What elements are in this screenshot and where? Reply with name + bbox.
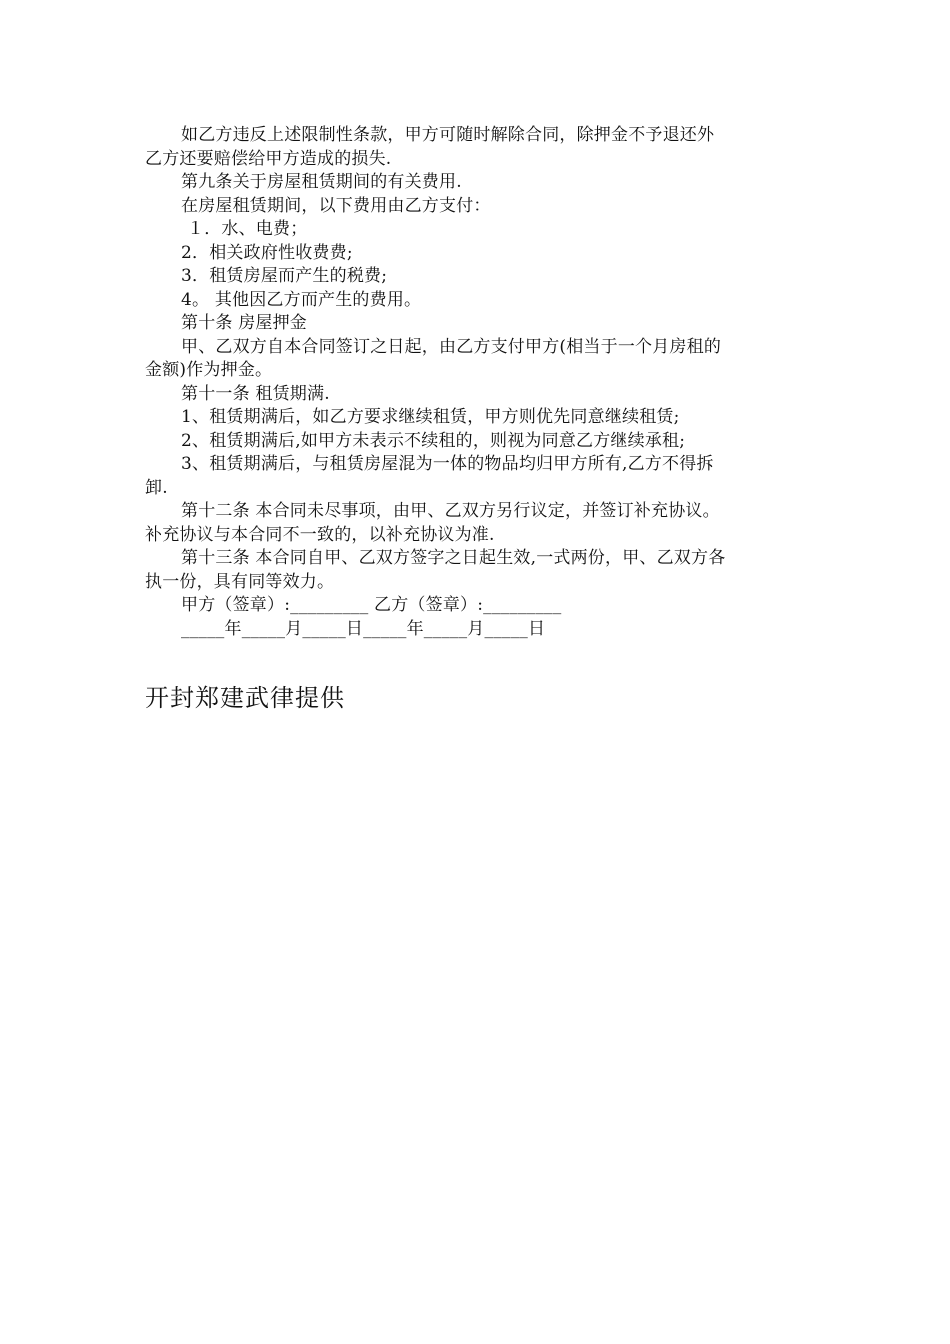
list-item: １．水、电费； (187, 219, 308, 239)
list-item: 1、租赁期满后，如乙方要求继续租赁，甲方则优先同意继续租赁; (181, 407, 680, 427)
paragraph-line: 乙方还要赔偿给甲方造成的损失. (145, 148, 392, 169)
signature-line: 甲方（签章）:_________ 乙方（签章）:_________ (181, 595, 562, 615)
list-item: 3．租赁房屋而产生的税费; (181, 266, 388, 286)
list-item: 2、租赁期满后,如甲方未表示不续租的，则视为同意乙方继续承租; (181, 430, 686, 451)
paragraph-line: 补充协议与本合同不一致的，以补充协议为准. (145, 524, 495, 545)
article-heading: 第十二条 本合同未尽事项，由甲、乙双方另行议定，并签订补充协议。 (181, 501, 720, 521)
paragraph-line: 金额)作为押金。 (145, 360, 273, 380)
paragraph-line: 在房屋租赁期间，以下费用由乙方支付： (181, 195, 491, 216)
paragraph-line: 如乙方违反上述限制性条款，甲方可随时解除合同，除押金不予退还外 (181, 125, 715, 145)
credit-line: 开封郑建武律提供 (145, 684, 345, 712)
article-heading: 第九条关于房屋租赁期间的有关费用. (181, 172, 462, 192)
article-heading: 第十三条 本合同自甲、乙双方签字之日起生效,一式两份，甲、乙双方各 (181, 548, 726, 568)
article-heading: 第十条 房屋押金 (181, 313, 308, 333)
paragraph-line: 执一份，具有同等效力。 (145, 571, 335, 592)
list-item: 4。 其他因乙方而产生的费用。 (181, 289, 422, 310)
paragraph-line: 甲、乙双方自本合同签订之日起，由乙方支付甲方(相当于一个月房租的 (181, 336, 722, 357)
article-heading: 第十一条 租赁期满. (181, 383, 330, 404)
list-item: 2．相关政府性收费费; (181, 242, 353, 263)
document-body (145, 124, 805, 641)
paragraph-line: 卸. (145, 477, 168, 498)
date-line: _____年_____月_____日_____年_____月_____日 (181, 618, 546, 639)
list-item: 3、租赁期满后，与租赁房屋混为一体的物品均归甲方所有,乙方不得拆 (181, 454, 714, 474)
